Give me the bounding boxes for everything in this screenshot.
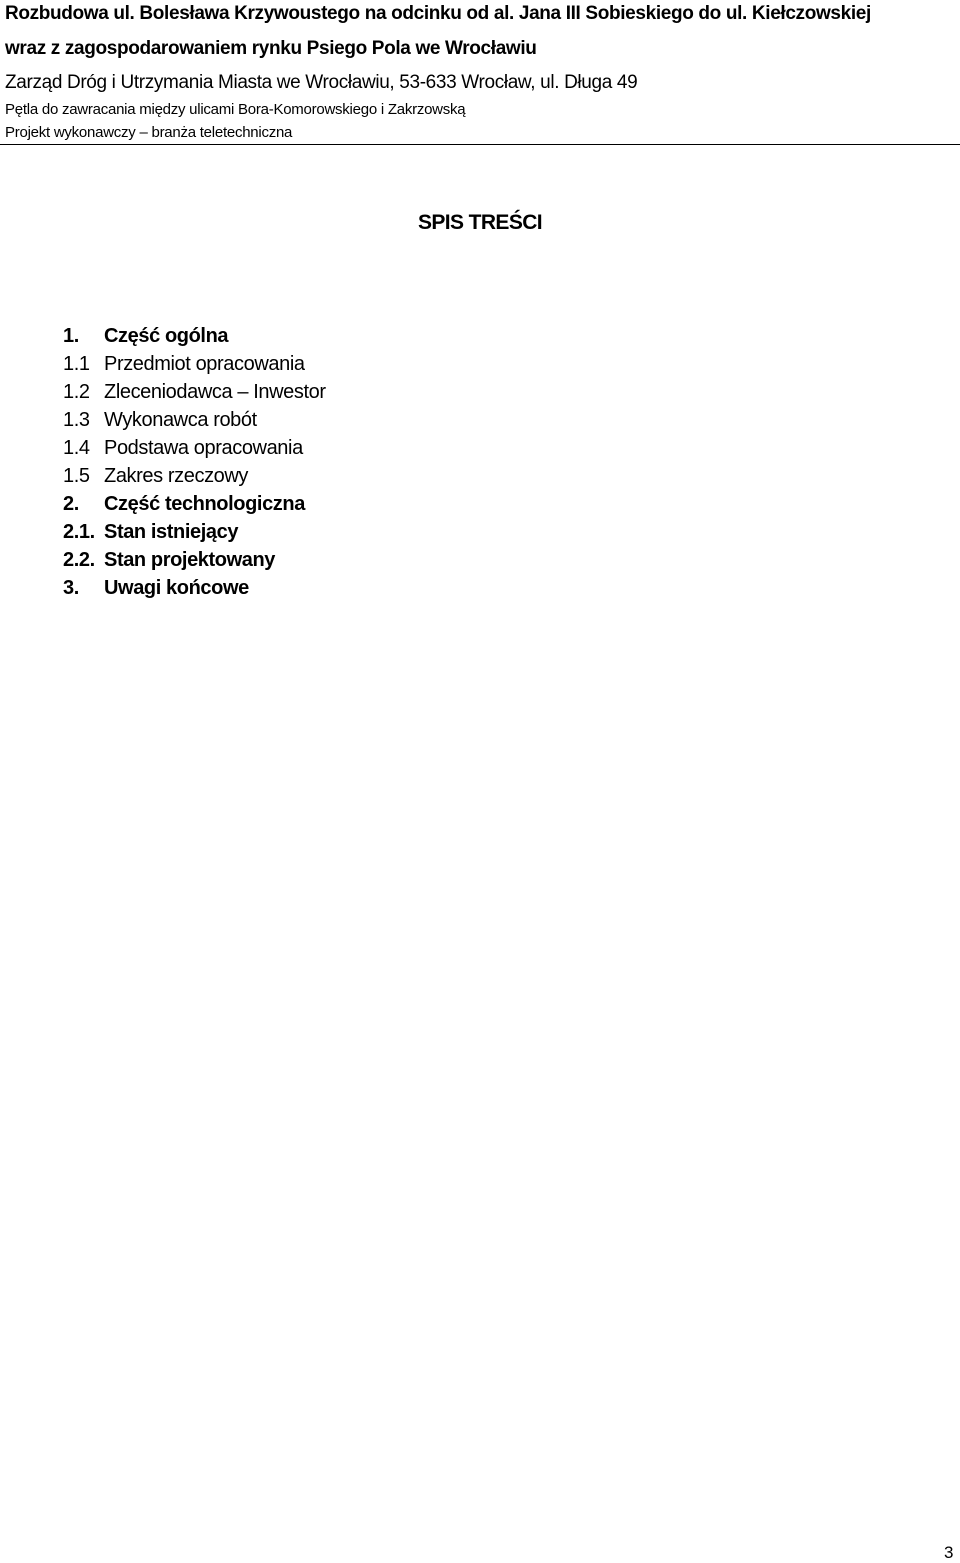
project-title-line-1: Rozbudowa ul. Bolesława Krzywoustego na odcinku od al. Jana III Sobieskiego do ul. Kiełczowskiej — [5, 3, 871, 24]
toc-item-label: Przedmiot opracowania — [104, 353, 305, 375]
toc-item-label: Stan istniejący — [104, 521, 239, 543]
toc-item-label: Wykonawca robót — [104, 409, 257, 431]
toc-item-label: Część ogólna — [104, 325, 229, 347]
toc-item — [63, 462, 326, 490]
toc-item — [63, 434, 326, 462]
toc-item-number: 1.2 — [63, 381, 90, 403]
toc-item-number: 1.5 — [63, 465, 90, 487]
toc-item — [63, 518, 326, 546]
toc-item-number: 2.1. — [63, 521, 95, 543]
investor-line: Zarząd Dróg i Utrzymania Miasta we Wrocławiu, 53-633 Wrocław, ul. Długa 49 — [5, 72, 638, 93]
header-divider — [0, 144, 960, 145]
project-type-line: Projekt wykonawczy – branża teletechniczna — [5, 124, 293, 141]
toc-item — [63, 378, 326, 406]
toc-title: SPIS TREŚCI — [417, 211, 543, 234]
toc-item-label: Podstawa opracowania — [104, 437, 303, 459]
page-number: 3 — [944, 1543, 954, 1562]
toc-item-number: 1.4 — [63, 437, 90, 459]
toc-item-number: 2. — [63, 493, 79, 515]
toc-item — [63, 322, 326, 350]
toc-item-label: Zleceniodawca – Inwestor — [104, 381, 326, 403]
toc-item — [63, 490, 326, 518]
toc-item-number: 1. — [63, 325, 79, 347]
toc-item-label: Uwagi końcowe — [104, 577, 249, 599]
toc-item — [63, 574, 326, 602]
toc-item-number: 1.1 — [63, 353, 90, 375]
table-of-contents — [63, 322, 326, 602]
toc-item — [63, 350, 326, 378]
toc-item-label: Stan projektowany — [104, 549, 276, 571]
toc-item — [63, 546, 326, 574]
toc-item-number: 2.2. — [63, 549, 95, 571]
toc-item — [63, 406, 326, 434]
toc-item-label: Część technologiczna — [104, 493, 305, 515]
scope-line: Pętla do zawracania między ulicami Bora-Komorowskiego i Zakrzowską — [5, 101, 466, 118]
toc-item-label: Zakres rzeczowy — [104, 465, 249, 487]
toc-item-number: 1.3 — [63, 409, 90, 431]
toc-item-number: 3. — [63, 577, 79, 599]
project-title-line-2: wraz z zagospodarowaniem rynku Psiego Pola we Wrocławiu — [5, 38, 537, 59]
